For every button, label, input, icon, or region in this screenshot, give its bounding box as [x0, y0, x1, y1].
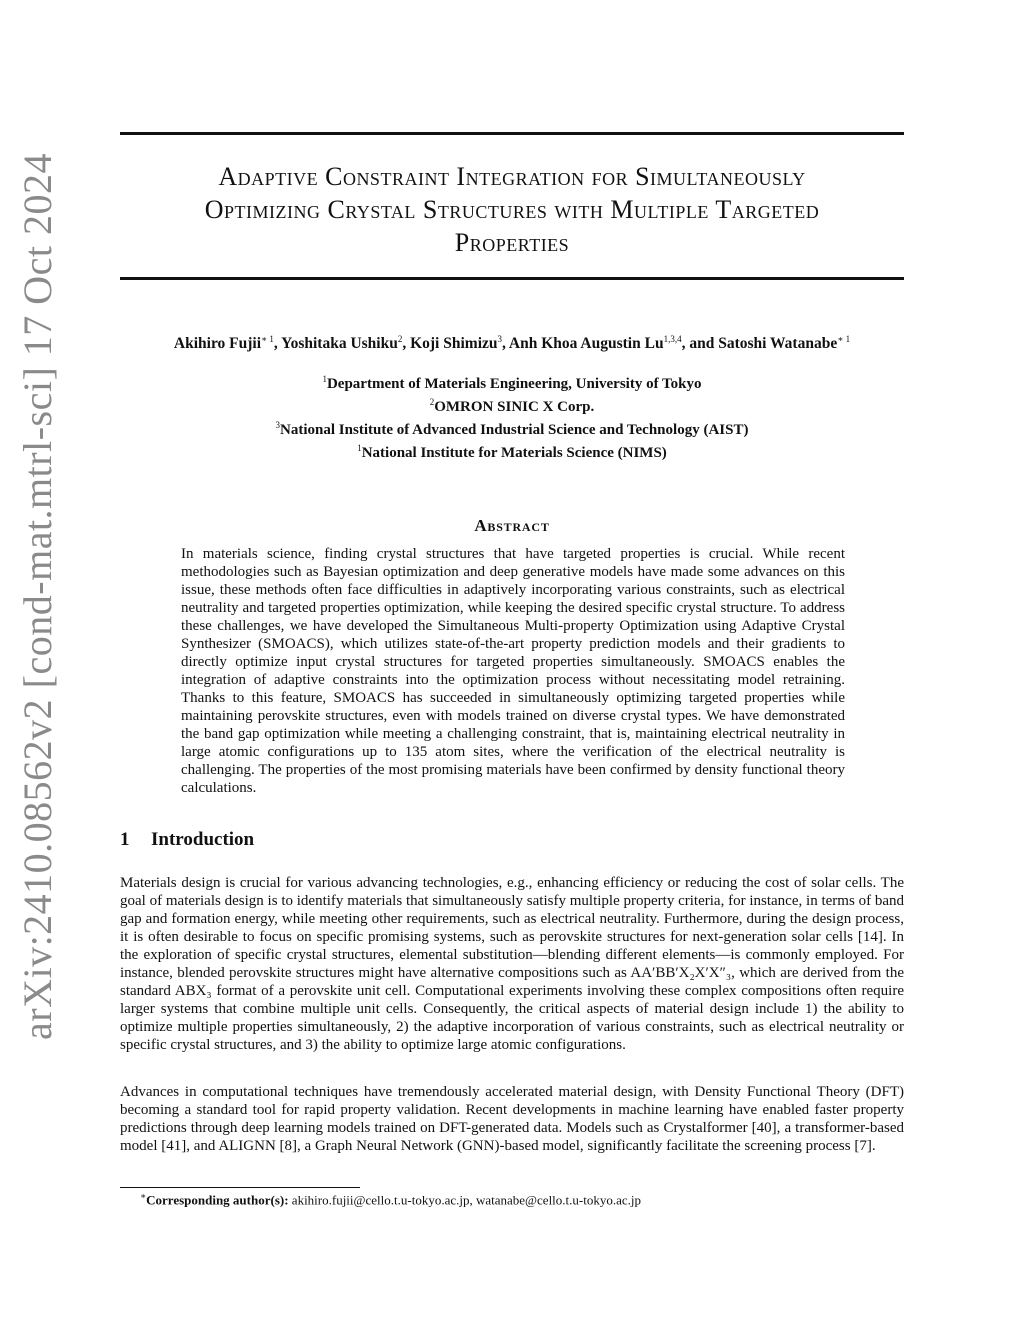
affiliation-mark: 1: [322, 374, 327, 384]
paragraph-text: format of a perovskite unit cell. Computational experiments involving these complex compositions often require larger systems that combine multiple unit cells. Consequently, the critical aspects of material design include 1) the ability to optimize multiple properties simultaneously, 2) the adaptive incorporation of various constraints, such as electrical neutrality or specific crystal structures, and 3) the ability to optimize large atomic configurations.: [120, 983, 904, 1053]
affiliation-mark: 2: [429, 397, 435, 407]
footnote: [140, 1191, 904, 1208]
abstract-text: In materials science, finding crystal structures that have targeted properties is crucial. While recent methodologies such as Bayesian optimization and deep generative models have made some advances on this issue, these methods often face difficulties in adaptively incorporating various constraints, such as electrical neutrality and targeted properties optimization, while keeping the desired specific crystal structure. To address these challenges, we have developed the Simultaneous Multi-property Optimization using Adaptive Crystal Synthesizer (SMOACS), which utilizes state-of-the-art property prediction models and their gradients to directly optimize input crystal structures for targeted properties simultaneously. SMOACS enables the integration of adaptive constraints into the optimization process without necessitating model retraining. Thanks to this feature, SMOACS has succeeded in simultaneously optimizing targeted properties while maintaining perovskite structures, even with models trained on diverse crystal types. We have demonstrated the band gap optimization while meeting a challenging constraint, that is, maintaining electrical neutrality in large atomic configurations up to 135 atom sites, where the verification of the electrical neutrality is challenging. The properties of the most promising materials have been confirmed by density functional theory calculations.: [181, 546, 845, 796]
affiliation: [120, 439, 904, 462]
title-line: Optimizing Crystal Structures with Multiple Targeted: [204, 195, 820, 224]
author-separator: , and: [681, 335, 719, 353]
paper-title: [120, 160, 904, 259]
author-name: Akihiro Fujii: [173, 335, 262, 353]
affiliation-mark: 3: [275, 420, 281, 430]
author-affiliation-mark: 2: [397, 334, 403, 344]
author-separator: ,: [502, 335, 509, 353]
author: [410, 335, 509, 352]
title-line: Adaptive Constraint Integration for Simultaneously: [218, 162, 806, 191]
intro-paragraph-1: [120, 874, 904, 1054]
author-name: Yoshitaka Ushiku: [281, 335, 398, 353]
footnote-text: akihiro.fujii@cello.t.u-tokyo.ac.jp, watanabe@cello.t.u-tokyo.ac.jp: [288, 1192, 641, 1208]
footnote-mark: ∗: [140, 1191, 147, 1201]
affiliation: [120, 370, 904, 393]
affiliation-name: OMRON SINIC X Corp.: [434, 399, 595, 415]
paragraph-text: Materials design is crucial for various advancing technologies, e.g., enhancing efficiency or reducing the cost of solar cells. The goal of materials design is to identify materials that simultaneously satisfy multiple property criteria, for instance, in terms of band gap and formation energy, while meeting other requirements, such as electrical neutrality. Furthermore, during the design process, it is often desirable to focus on specific promising systems, such as perovskite structures for next-generation solar cells [14]. In the exploration of specific crystal structures, elemental substitution—blending different elements—is commonly employed. For instance, blended perovskite structures might have alternative compositions such as: [120, 875, 904, 981]
section-title: Introduction: [151, 829, 255, 850]
author: [718, 335, 850, 352]
arxiv-identifier-stamp: arXiv:2410.08562v2 [cond-mat.mtrl-sci] 17 Oct 2024: [15, 152, 60, 1040]
author-name: Satoshi Watanabe: [718, 335, 838, 353]
author-affiliation-mark: ∗ 1: [837, 334, 851, 344]
affiliation-mark: 1: [357, 443, 362, 453]
section-number: 1: [120, 829, 130, 850]
author-separator: ,: [273, 335, 282, 353]
abstract-heading: Abstract: [474, 516, 550, 535]
author-list: [120, 334, 904, 353]
author-name: Koji Shimizu: [410, 335, 498, 353]
inline-formula: ABX₃: [174, 983, 212, 999]
footnote-label: Corresponding author(s):: [146, 1192, 289, 1208]
title-top-rule: [120, 132, 904, 135]
author-separator: ,: [402, 335, 411, 353]
author-affiliation-mark: 1,3,4: [663, 334, 682, 344]
paragraph-text: , which are derived from the standard: [120, 965, 904, 999]
intro-paragraph-2: Advances in computational techniques have tremendously accelerated material design, with Density Functional Theory (DFT) becoming a standard tool for rapid property validation. Recent developments in machine learning have enabled faster property predictions through deep learning models trained on DFT-generated data. Models such as Crystalformer [40], a transformer-based model [41], and ALIGNN [8], a Graph Neural Network (GNN)-based model, significantly facilitate the screening process [7].: [120, 1084, 904, 1154]
author: [174, 335, 281, 352]
section-heading: [120, 829, 254, 851]
author-affiliation-mark: ∗ 1: [261, 334, 274, 344]
author-affiliation-mark: 3: [497, 334, 503, 344]
author: [509, 335, 718, 352]
affiliation: [120, 393, 904, 416]
affiliation-name: National Institute of Advanced Industrial Science and Technology (AIST): [280, 422, 749, 438]
footnote-rule: [120, 1187, 360, 1188]
author: [281, 335, 410, 352]
author-name: Anh Khoa Augustin Lu: [508, 335, 664, 353]
inline-formula: AA′BB′X₂X′X″₃: [630, 965, 732, 981]
affiliation-name: Department of Materials Engineering, University of Tokyo: [326, 376, 702, 392]
affiliation-name: National Institute for Materials Science (NIMS): [361, 445, 667, 461]
title-line: Properties: [454, 228, 570, 257]
affiliation-list: [120, 370, 904, 462]
title-bottom-rule: [120, 277, 904, 280]
affiliation: [120, 416, 904, 439]
